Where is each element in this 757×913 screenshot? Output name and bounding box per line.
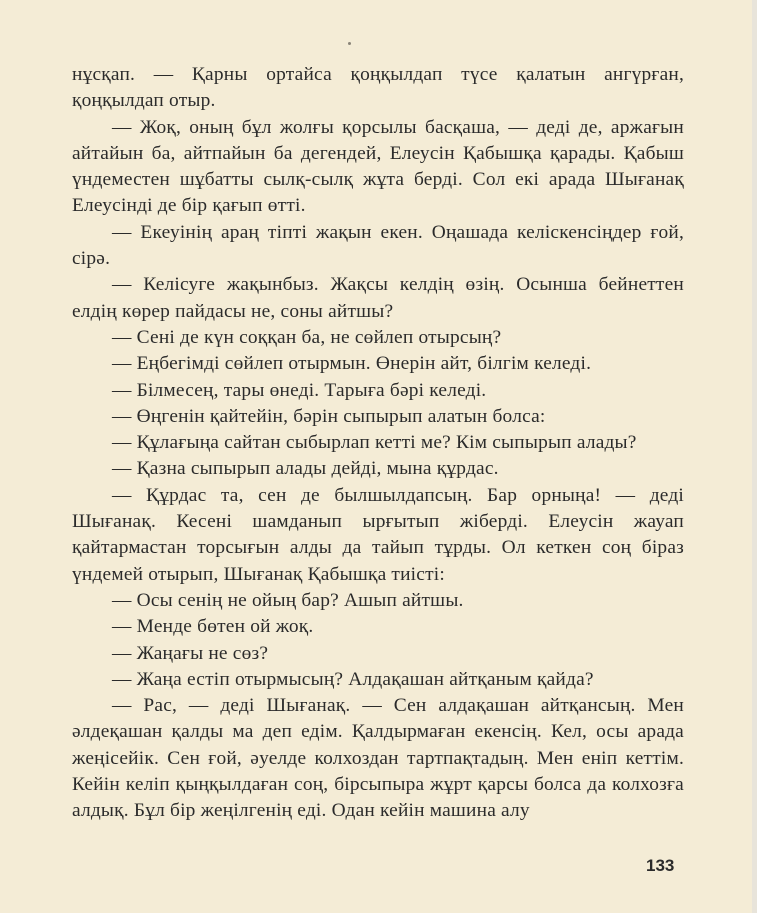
paragraph: — Сені де күн соққан ба, не сөйлеп отырсың? xyxy=(112,326,502,348)
paragraph: — Жаңа естіп отырмысың? Алдақашан айтқаным қайда? xyxy=(112,668,594,690)
paragraph: — Жоқ, оның бұл жолғы қорсылы басқаша, — деді де, аржағын айтайын ба, айтпайын ба дегендей, Елеусін Қабышқа қарады. Қабыш үндеместен шұбатты сылқ-сылқ жұта берді. Сол екі арада Шығанақ Елеусінді де бір қағып өтті. xyxy=(72,116,684,217)
paragraph: нұсқап. — Қарны ортайса қоңқылдап түсе қалатын ангүрған, қоңқылдап отыр. xyxy=(72,64,684,112)
paragraph: — Келісуге жақынбыз. Жақсы келдің өзің. Осынша бейнеттен елдің көрер пайдасы не, соны айтшы? xyxy=(72,274,684,322)
print-speck xyxy=(348,42,351,45)
page-edge xyxy=(752,0,757,913)
paragraph: — Қазна сыпырып алады дейді, мына құрдас. xyxy=(112,458,499,480)
page-number: 133 xyxy=(646,856,675,875)
paragraph: — Жаңағы не сөз? xyxy=(112,642,269,664)
paragraph: — Білмесең, тары өнеді. Тарыға бәрі келеді. xyxy=(112,379,487,401)
paragraph: — Еңбегімді сөйлеп отырмын. Өнерін айт, білгім келеді. xyxy=(112,353,592,375)
paragraph: — Екеуінің араң тіпті жақын екен. Оңашада келіскенсіңдер ғой, сірә. xyxy=(72,221,684,270)
paragraph: — Өңгенін қайтейін, бәрін сыпырып алатын болса: xyxy=(112,405,546,427)
paragraph: — Құлағыңа сайтан сыбырлап кетті ме? Кім сыпырып алады? xyxy=(112,432,637,454)
page-body-text xyxy=(72,62,684,825)
paragraph: — Рас, — деді Шығанақ. — Сен алдақашан айтқансың. Мен әлдеқашан қалды ма деп едім. Қалдырмаған екенсің. Кел, осы арада жеңісейік. Сен ғой, әуелде колхоздан тартпақтадың. Мен еніп кеттім. Кейін келіп қыңқылдаған соң, бірсыпыра жұрт қарсы болса да колхозға алдық. Бұл бір жеңілгенің еді. Одан кейін машина алу xyxy=(72,695,684,822)
paragraph: — Құрдас та, сен де былшылдапсың. Бар орныңа! — деді Шығанақ. Кесені шамданып ырғытып жіберді. Елеусін жауап қайтармастан торсығын алды да тайып тұрды. Ол кеткен соң біраз үндемей отырып, Шығанақ Қабышқа тиісті: xyxy=(72,484,684,585)
paragraph: — Осы сенің не ойың бар? Ашып айтшы. xyxy=(112,589,464,611)
paragraph: — Менде бөтен ой жоқ. xyxy=(112,616,314,638)
